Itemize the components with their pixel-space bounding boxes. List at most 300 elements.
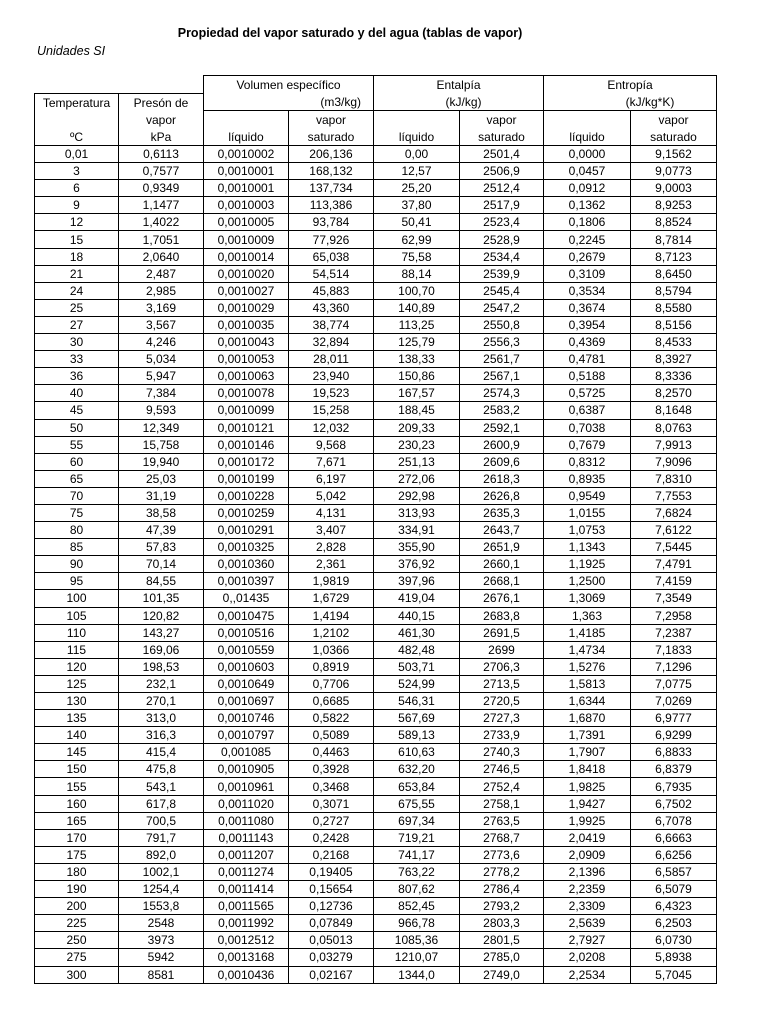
table-row [35, 710, 717, 727]
cell-temperatura: 30 [35, 334, 119, 351]
cell-vol-saturado: 0,5089 [289, 727, 374, 744]
table-row [35, 898, 717, 915]
cell-vol-liquido: 0,0010172 [204, 453, 289, 470]
cell-vol-saturado: 2,361 [289, 556, 374, 573]
cell-entr-saturado: 7,9096 [631, 453, 717, 470]
cell-entr-liquido: 1,5276 [544, 658, 631, 675]
cell-vol-liquido: 0,0010029 [204, 299, 289, 316]
cell-ent-liquido: 697,34 [374, 812, 460, 829]
cell-entr-liquido: 2,0909 [544, 846, 631, 863]
cell-vol-liquido: 0,0011565 [204, 898, 289, 915]
cell-vol-saturado: 0,02167 [289, 966, 374, 983]
table-row [35, 351, 717, 368]
cell-temperatura: 65 [35, 470, 119, 487]
cell-entr-saturado: 7,0269 [631, 693, 717, 710]
cell-presion: 15,758 [119, 436, 204, 453]
cell-vol-saturado: 19,523 [289, 385, 374, 402]
cell-ent-liquido: 440,15 [374, 607, 460, 624]
table-row [35, 385, 717, 402]
cell-vol-saturado: 65,038 [289, 248, 374, 265]
cell-entr-saturado: 5,8938 [631, 949, 717, 966]
table-row [35, 863, 717, 880]
cell-ent-saturado: 2758,1 [460, 795, 544, 812]
header-ent-liquido: líquido [374, 128, 460, 146]
cell-presion: 3,567 [119, 316, 204, 333]
cell-temperatura: 75 [35, 504, 119, 521]
cell-ent-liquido: 807,62 [374, 881, 460, 898]
cell-temperatura: 90 [35, 556, 119, 573]
cell-presion: 143,27 [119, 624, 204, 641]
cell-entr-liquido: 1,6870 [544, 710, 631, 727]
cell-entr-saturado: 7,0775 [631, 675, 717, 692]
cell-entr-saturado: 8,5580 [631, 299, 717, 316]
header-temperatura: Temperatura [35, 93, 119, 111]
cell-ent-liquido: 461,30 [374, 624, 460, 641]
cell-vol-liquido: 0,0010291 [204, 522, 289, 539]
table-row [35, 436, 717, 453]
table-row [35, 180, 717, 197]
cell-ent-liquido: 610,63 [374, 744, 460, 761]
cell-entr-liquido: 0,9549 [544, 487, 631, 504]
cell-presion: 47,39 [119, 522, 204, 539]
cell-entr-saturado: 7,6824 [631, 504, 717, 521]
cell-vol-liquido: 0,0010001 [204, 163, 289, 180]
cell-ent-saturado: 2626,8 [460, 487, 544, 504]
cell-vol-saturado: 15,258 [289, 402, 374, 419]
table-row [35, 487, 717, 504]
cell-entr-saturado: 6,6663 [631, 829, 717, 846]
header-vol-liquido: líquido [204, 128, 289, 146]
cell-temperatura: 25 [35, 299, 119, 316]
cell-vol-saturado: 0,2727 [289, 812, 374, 829]
cell-presion: 1,1477 [119, 197, 204, 214]
cell-ent-liquido: 230,23 [374, 436, 460, 453]
cell-entr-saturado: 7,9913 [631, 436, 717, 453]
cell-vol-saturado: 0,5822 [289, 710, 374, 727]
cell-presion: 4,246 [119, 334, 204, 351]
cell-presion: 198,53 [119, 658, 204, 675]
cell-vol-saturado: 1,2102 [289, 624, 374, 641]
cell-temperatura: 15 [35, 231, 119, 248]
table-row [35, 658, 717, 675]
cell-ent-saturado: 2643,7 [460, 522, 544, 539]
cell-ent-saturado: 2609,6 [460, 453, 544, 470]
cell-ent-saturado: 2545,4 [460, 282, 544, 299]
cell-temperatura: 120 [35, 658, 119, 675]
cell-ent-saturado: 2556,3 [460, 334, 544, 351]
cell-temperatura: 0,01 [35, 146, 119, 163]
cell-ent-saturado: 2574,3 [460, 385, 544, 402]
table-row [35, 539, 717, 556]
cell-temperatura: 36 [35, 368, 119, 385]
cell-vol-liquido: 0,0010697 [204, 693, 289, 710]
cell-ent-saturado: 2746,5 [460, 761, 544, 778]
table-row [35, 231, 717, 248]
header-vol-saturado: saturado [289, 128, 374, 146]
cell-entr-liquido: 0,3534 [544, 282, 631, 299]
cell-temperatura: 110 [35, 624, 119, 641]
header-entropia: Entropía [544, 76, 717, 94]
header-entr-vapor: vapor [631, 111, 717, 129]
cell-temperatura: 33 [35, 351, 119, 368]
cell-entr-saturado: 7,5445 [631, 539, 717, 556]
cell-presion: 316,3 [119, 727, 204, 744]
table-row [35, 214, 717, 231]
cell-entr-saturado: 6,8379 [631, 761, 717, 778]
table-row [35, 197, 717, 214]
cell-entr-liquido: 0,1362 [544, 197, 631, 214]
cell-temperatura: 155 [35, 778, 119, 795]
cell-temperatura: 160 [35, 795, 119, 812]
cell-ent-saturado: 2803,3 [460, 915, 544, 932]
cell-vol-liquido: 0,0010746 [204, 710, 289, 727]
cell-ent-liquido: 50,41 [374, 214, 460, 231]
cell-ent-liquido: 1210,07 [374, 949, 460, 966]
cell-ent-saturado: 2763,5 [460, 812, 544, 829]
cell-ent-saturado: 2550,8 [460, 316, 544, 333]
cell-ent-liquido: 0,00 [374, 146, 460, 163]
cell-ent-saturado: 2785,0 [460, 949, 544, 966]
cell-vol-liquido: 0,0010603 [204, 658, 289, 675]
cell-presion: 5,034 [119, 351, 204, 368]
table-row [35, 932, 717, 949]
cell-vol-saturado: 0,3928 [289, 761, 374, 778]
header-presion-line1: Presón de [119, 93, 204, 111]
cell-temperatura: 170 [35, 829, 119, 846]
cell-ent-liquido: 209,33 [374, 419, 460, 436]
cell-entr-saturado: 8,7123 [631, 248, 717, 265]
cell-ent-liquido: 88,14 [374, 265, 460, 282]
cell-vol-saturado: 0,12736 [289, 898, 374, 915]
cell-ent-saturado: 2635,3 [460, 504, 544, 521]
cell-presion: 270,1 [119, 693, 204, 710]
cell-temperatura: 165 [35, 812, 119, 829]
cell-ent-liquido: 741,17 [374, 846, 460, 863]
cell-temperatura: 95 [35, 573, 119, 590]
cell-presion: 1553,8 [119, 898, 204, 915]
cell-presion: 0,9349 [119, 180, 204, 197]
cell-entr-liquido: 1,363 [544, 607, 631, 624]
cell-ent-liquido: 272,06 [374, 470, 460, 487]
cell-entr-liquido: 2,3309 [544, 898, 631, 915]
cell-vol-liquido: 0,0010228 [204, 487, 289, 504]
cell-temperatura: 225 [35, 915, 119, 932]
cell-ent-saturado: 2713,5 [460, 675, 544, 692]
cell-vol-liquido: 0,0010199 [204, 470, 289, 487]
cell-ent-saturado: 2523,4 [460, 214, 544, 231]
cell-entr-saturado: 6,7502 [631, 795, 717, 812]
cell-vol-saturado: 0,4463 [289, 744, 374, 761]
cell-vol-liquido: 0,001085 [204, 744, 289, 761]
cell-vol-liquido: 0,0010001 [204, 180, 289, 197]
cell-entr-liquido: 0,7679 [544, 436, 631, 453]
table-row [35, 368, 717, 385]
cell-vol-liquido: 0,0010027 [204, 282, 289, 299]
cell-entr-liquido: 1,7907 [544, 744, 631, 761]
cell-ent-liquido: 419,04 [374, 590, 460, 607]
cell-temperatura: 145 [35, 744, 119, 761]
table-row [35, 795, 717, 812]
cell-temperatura: 12 [35, 214, 119, 231]
cell-vol-saturado: 0,05013 [289, 932, 374, 949]
cell-ent-saturado: 2600,9 [460, 436, 544, 453]
cell-vol-liquido: 0,0010516 [204, 624, 289, 641]
cell-temperatura: 24 [35, 282, 119, 299]
cell-entr-liquido: 1,2500 [544, 573, 631, 590]
cell-vol-saturado: 0,8919 [289, 658, 374, 675]
cell-vol-saturado: 12,032 [289, 419, 374, 436]
cell-vol-saturado: 0,03279 [289, 949, 374, 966]
cell-ent-liquido: 62,99 [374, 231, 460, 248]
cell-ent-liquido: 1344,0 [374, 966, 460, 983]
table-row [35, 607, 717, 624]
cell-entr-liquido: 0,1806 [544, 214, 631, 231]
cell-entr-saturado: 7,2958 [631, 607, 717, 624]
cell-presion: 2,0640 [119, 248, 204, 265]
cell-vol-liquido: 0,0010649 [204, 675, 289, 692]
cell-ent-liquido: 140,89 [374, 299, 460, 316]
cell-presion: 7,384 [119, 385, 204, 402]
table-row [35, 778, 717, 795]
cell-entr-liquido: 0,4369 [544, 334, 631, 351]
cell-vol-saturado: 1,6729 [289, 590, 374, 607]
cell-entr-saturado: 6,9777 [631, 710, 717, 727]
cell-ent-liquido: 675,55 [374, 795, 460, 812]
cell-ent-saturado: 2720,5 [460, 693, 544, 710]
cell-temperatura: 85 [35, 539, 119, 556]
cell-ent-saturado: 2668,1 [460, 573, 544, 590]
cell-vol-saturado: 23,940 [289, 368, 374, 385]
cell-ent-saturado: 2567,1 [460, 368, 544, 385]
cell-ent-saturado: 2501,4 [460, 146, 544, 163]
cell-ent-saturado: 2534,4 [460, 248, 544, 265]
cell-ent-saturado: 2773,6 [460, 846, 544, 863]
cell-entr-liquido: 0,3674 [544, 299, 631, 316]
cell-temperatura: 135 [35, 710, 119, 727]
cell-presion: 1002,1 [119, 863, 204, 880]
cell-temperatura: 250 [35, 932, 119, 949]
cell-entr-liquido: 2,2534 [544, 966, 631, 983]
cell-temperatura: 70 [35, 487, 119, 504]
cell-presion: 1,7051 [119, 231, 204, 248]
cell-vol-saturado: 0,07849 [289, 915, 374, 932]
cell-ent-liquido: 355,90 [374, 539, 460, 556]
cell-vol-liquido: 0,0011274 [204, 863, 289, 880]
cell-presion: 1,4022 [119, 214, 204, 231]
cell-presion: 3973 [119, 932, 204, 949]
cell-vol-saturado: 6,197 [289, 470, 374, 487]
header-ent-unit: (kJ/kg) [374, 93, 544, 111]
cell-entr-liquido: 0,6387 [544, 402, 631, 419]
table-row [35, 829, 717, 846]
cell-vol-liquido: 0,0011080 [204, 812, 289, 829]
cell-temperatura: 180 [35, 863, 119, 880]
cell-ent-liquido: 1085,36 [374, 932, 460, 949]
cell-presion: 0,7577 [119, 163, 204, 180]
cell-entr-liquido: 1,9925 [544, 812, 631, 829]
cell-vol-liquido: 0,0010475 [204, 607, 289, 624]
cell-vol-liquido: 0,0010397 [204, 573, 289, 590]
header-blank [544, 111, 631, 129]
cell-presion: 19,940 [119, 453, 204, 470]
header-vol-vapor: vapor [289, 111, 374, 129]
table-row [35, 761, 717, 778]
table-row [35, 163, 717, 180]
cell-entr-saturado: 8,0763 [631, 419, 717, 436]
cell-entr-saturado: 7,4159 [631, 573, 717, 590]
table-row [35, 966, 717, 983]
header-vol-unit: (m3/kg) [204, 93, 374, 111]
cell-entr-saturado: 8,7814 [631, 231, 717, 248]
header-entr-unit: (kJ/kg*K) [544, 93, 717, 111]
cell-temperatura: 21 [35, 265, 119, 282]
cell-entr-saturado: 8,5794 [631, 282, 717, 299]
empty-header-cell [35, 76, 119, 94]
table-row [35, 573, 717, 590]
cell-ent-saturado: 2676,1 [460, 590, 544, 607]
cell-ent-liquido: 167,57 [374, 385, 460, 402]
header-blank [374, 111, 460, 129]
table-row [35, 727, 717, 744]
header-entr-liquido: líquido [544, 128, 631, 146]
header-temp-unit: ºC [35, 128, 119, 146]
cell-entr-liquido: 0,3954 [544, 316, 631, 333]
cell-ent-saturado: 2740,3 [460, 744, 544, 761]
cell-entr-saturado: 6,2503 [631, 915, 717, 932]
cell-temperatura: 40 [35, 385, 119, 402]
cell-ent-saturado: 2727,3 [460, 710, 544, 727]
cell-temperatura: 275 [35, 949, 119, 966]
cell-ent-saturado: 2691,5 [460, 624, 544, 641]
cell-ent-liquido: 524,99 [374, 675, 460, 692]
header-ent-vapor: vapor [460, 111, 544, 129]
cell-entr-saturado: 8,4533 [631, 334, 717, 351]
cell-ent-liquido: 852,45 [374, 898, 460, 915]
cell-ent-liquido: 125,79 [374, 334, 460, 351]
cell-entr-liquido: 2,2359 [544, 881, 631, 898]
cell-vol-saturado: 1,0366 [289, 641, 374, 658]
cell-vol-saturado: 3,407 [289, 522, 374, 539]
cell-vol-saturado: 0,3071 [289, 795, 374, 812]
cell-presion: 2548 [119, 915, 204, 932]
cell-vol-saturado: 137,734 [289, 180, 374, 197]
cell-entr-liquido: 1,9427 [544, 795, 631, 812]
cell-vol-saturado: 0,19405 [289, 863, 374, 880]
cell-ent-liquido: 138,33 [374, 351, 460, 368]
cell-temperatura: 190 [35, 881, 119, 898]
cell-ent-liquido: 632,20 [374, 761, 460, 778]
cell-entr-saturado: 8,1648 [631, 402, 717, 419]
cell-entr-saturado: 6,5079 [631, 881, 717, 898]
table-row [35, 470, 717, 487]
cell-presion: 617,8 [119, 795, 204, 812]
cell-ent-saturado: 2778,2 [460, 863, 544, 880]
table-row [35, 675, 717, 692]
cell-ent-liquido: 334,91 [374, 522, 460, 539]
cell-ent-saturado: 2733,9 [460, 727, 544, 744]
cell-vol-saturado: 0,6685 [289, 693, 374, 710]
table-row [35, 146, 717, 163]
cell-entr-saturado: 6,9299 [631, 727, 717, 744]
table-row [35, 693, 717, 710]
cell-presion: 2,487 [119, 265, 204, 282]
cell-vol-liquido: 0,0010961 [204, 778, 289, 795]
cell-temperatura: 105 [35, 607, 119, 624]
cell-vol-liquido: 0,,01435 [204, 590, 289, 607]
cell-vol-liquido: 0,0011992 [204, 915, 289, 932]
cell-vol-liquido: 0,0010009 [204, 231, 289, 248]
page-title: Propiedad del vapor saturado y del agua (tablas de vapor) [177, 26, 523, 40]
cell-vol-saturado: 5,042 [289, 487, 374, 504]
cell-temperatura: 45 [35, 402, 119, 419]
cell-entr-saturado: 9,0773 [631, 163, 717, 180]
cell-vol-saturado: 0,2168 [289, 846, 374, 863]
cell-entr-saturado: 9,1562 [631, 146, 717, 163]
table-row [35, 453, 717, 470]
cell-presion: 0,6113 [119, 146, 204, 163]
cell-vol-liquido: 0,0011143 [204, 829, 289, 846]
cell-ent-liquido: 188,45 [374, 402, 460, 419]
cell-ent-liquido: 503,71 [374, 658, 460, 675]
cell-vol-liquido: 0,0012512 [204, 932, 289, 949]
cell-presion: 120,82 [119, 607, 204, 624]
cell-presion: 892,0 [119, 846, 204, 863]
cell-vol-saturado: 0,7706 [289, 675, 374, 692]
cell-temperatura: 200 [35, 898, 119, 915]
cell-entr-liquido: 0,0912 [544, 180, 631, 197]
cell-presion: 101,35 [119, 590, 204, 607]
cell-ent-liquido: 75,58 [374, 248, 460, 265]
cell-temperatura: 55 [35, 436, 119, 453]
table-row [35, 812, 717, 829]
cell-entr-liquido: 2,7927 [544, 932, 631, 949]
table-row [35, 641, 717, 658]
cell-vol-saturado: 168,132 [289, 163, 374, 180]
cell-ent-saturado: 2517,9 [460, 197, 544, 214]
cell-entr-saturado: 8,5156 [631, 316, 717, 333]
cell-vol-saturado: 7,671 [289, 453, 374, 470]
cell-entr-liquido: 1,8418 [544, 761, 631, 778]
cell-presion: 12,349 [119, 419, 204, 436]
cell-entr-saturado: 5,7045 [631, 966, 717, 983]
cell-entr-liquido: 1,3069 [544, 590, 631, 607]
cell-ent-saturado: 2786,4 [460, 881, 544, 898]
cell-vol-saturado: 93,784 [289, 214, 374, 231]
cell-ent-saturado: 2618,3 [460, 470, 544, 487]
cell-ent-liquido: 376,92 [374, 556, 460, 573]
cell-entr-liquido: 2,0208 [544, 949, 631, 966]
header-blank [204, 111, 289, 129]
cell-presion: 31,19 [119, 487, 204, 504]
cell-presion: 169,06 [119, 641, 204, 658]
cell-entr-liquido: 1,9825 [544, 778, 631, 795]
cell-presion: 791,7 [119, 829, 204, 846]
table-row [35, 949, 717, 966]
cell-entr-saturado: 7,6122 [631, 522, 717, 539]
cell-ent-saturado: 2749,0 [460, 966, 544, 983]
header-blank [35, 111, 119, 129]
cell-ent-liquido: 25,20 [374, 180, 460, 197]
cell-ent-liquido: 12,57 [374, 163, 460, 180]
cell-vol-liquido: 0,0010043 [204, 334, 289, 351]
cell-vol-saturado: 1,9819 [289, 573, 374, 590]
cell-entr-saturado: 7,1296 [631, 658, 717, 675]
cell-entr-saturado: 8,3336 [631, 368, 717, 385]
header-presion-unit: kPa [119, 128, 204, 146]
cell-presion: 57,83 [119, 539, 204, 556]
cell-temperatura: 60 [35, 453, 119, 470]
cell-entr-liquido: 1,1925 [544, 556, 631, 573]
